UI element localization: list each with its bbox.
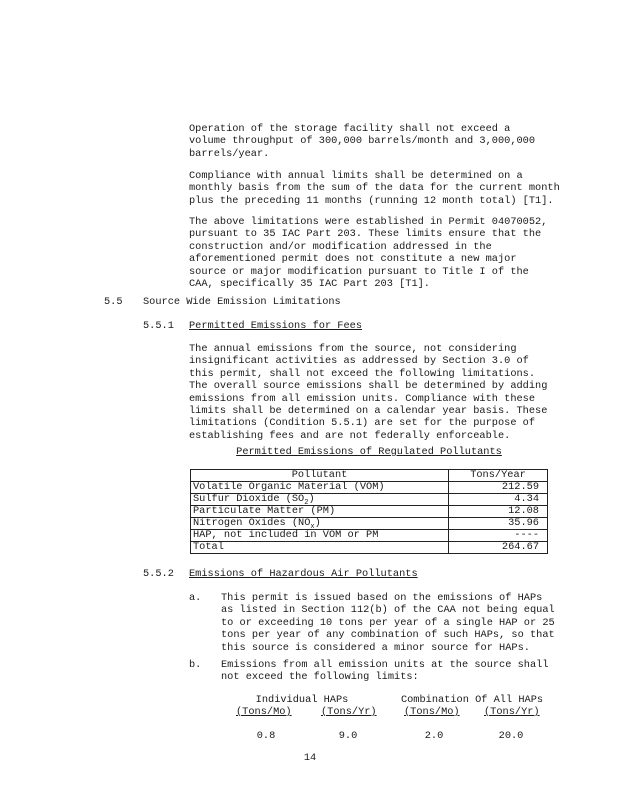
total-label: Total xyxy=(191,542,449,554)
table-row xyxy=(191,506,548,518)
pollutant-value: 4.34 xyxy=(449,494,548,506)
hap-value-4: 20.0 xyxy=(498,730,524,742)
item-a-label: a. xyxy=(189,592,202,604)
section-5-5-1-title: Permitted Emissions for Fees xyxy=(189,320,363,332)
section-5-5-number: 5.5 xyxy=(104,296,123,308)
tons-per-year-column-header: Tons/Year xyxy=(449,470,548,482)
total-value: 264.67 xyxy=(449,542,548,554)
pollutant-name: Sulfur Dioxide $(SO_2)$ xyxy=(191,494,449,506)
table-total-row xyxy=(191,542,548,554)
combination-haps-header: Combination Of All HAPs xyxy=(400,694,544,706)
individual-haps-header: Individual HAPs xyxy=(255,694,349,706)
page-number: 14 xyxy=(303,752,317,764)
section-5-5-title: Source Wide Emission Limitations xyxy=(143,296,341,308)
pollutant-value: 12.08 xyxy=(449,506,548,518)
table-row xyxy=(191,494,548,506)
section-5-5-2-title: Emissions of Hazardous Air Pollutants xyxy=(189,568,418,580)
hap-col2-header: (Tons/Yr) xyxy=(321,706,377,718)
table-row xyxy=(191,530,548,542)
hap-col1-header: (Tons/Mo) xyxy=(236,706,292,718)
pollutant-value: 212.59 xyxy=(449,482,548,494)
table-header-row xyxy=(191,470,548,482)
table-row xyxy=(191,518,548,530)
table-row xyxy=(191,482,548,494)
item-b-label: b. xyxy=(189,659,202,671)
emissions-table xyxy=(190,469,548,554)
storage-limit-paragraph: Operation of the storage facility shall not exceed a volume throughput of 300,000 barrels/month and 3,000,000 barrels/year. xyxy=(189,123,536,160)
emissions-table-title: Permitted Emissions of Regulated Pollutants xyxy=(236,446,502,458)
section-5-5-1-number: 5.5.1 xyxy=(143,320,174,332)
hap-col4-header: (Tons/Yr) xyxy=(484,706,540,718)
hap-value-2: 9.0 xyxy=(338,730,358,742)
item-a-text: This permit is issued based on the emissions of HAPs as listed in Section 112(b) of the CAA not being equal to or exceeding 10 tons per year of a single HAP or 25 tons per year of any combination of such HAPs, so that this source is considered a minor source for HAPs. xyxy=(221,592,555,654)
pollutant-name: HAP, not included in VOM or PM xyxy=(191,530,449,542)
pollutant-column-header: Pollutant xyxy=(191,470,449,482)
hap-value-1: 0.8 xyxy=(256,730,276,742)
pollutant-name: Particulate Matter (PM) xyxy=(191,506,449,518)
fees-paragraph: The annual emissions from the source, not considering insignificant activities as addressed by Section 3.0 of this permit, shall not exceed the following limitations. The overall source emissions shall be determined by adding emissions from all emission units. Compliance with these limits shall be determined on a calendar year basis. These limitations (Condition 5.5.1) are set for the purpose of establishing fees and are not federally enforceable. xyxy=(189,343,548,442)
hap-value-3: 2.0 xyxy=(424,730,444,742)
pollutant-value: 35.96 xyxy=(449,518,548,530)
pollutant-name: Volatile Organic Material (VOM) xyxy=(191,482,449,494)
pollutant-name: Nitrogen Oxides $(NO_x)$ xyxy=(191,518,449,530)
section-5-5-2-number: 5.5.2 xyxy=(143,568,174,580)
established-paragraph: The above limitations were established in Permit 04070052, pursuant to 35 IAC Part 203. These limits ensure that the construction and/or modification addressed in the aforementioned permit does not constitute a new major source or major modification pursuant to Title I of the CAA, specifically 35 IAC Part 203 [T1]. xyxy=(189,216,548,291)
hap-col3-header: (Tons/Mo) xyxy=(404,706,460,718)
compliance-paragraph: Compliance with annual limits shall be determined on a monthly basis from the sum of the data for the current month plus the preceding 11 months (running 12 month total) [T1]. xyxy=(189,170,560,207)
pollutant-value: ---- xyxy=(449,530,548,542)
item-b-text: Emissions from all emission units at the source shall not exceed the following limits: xyxy=(221,659,549,684)
